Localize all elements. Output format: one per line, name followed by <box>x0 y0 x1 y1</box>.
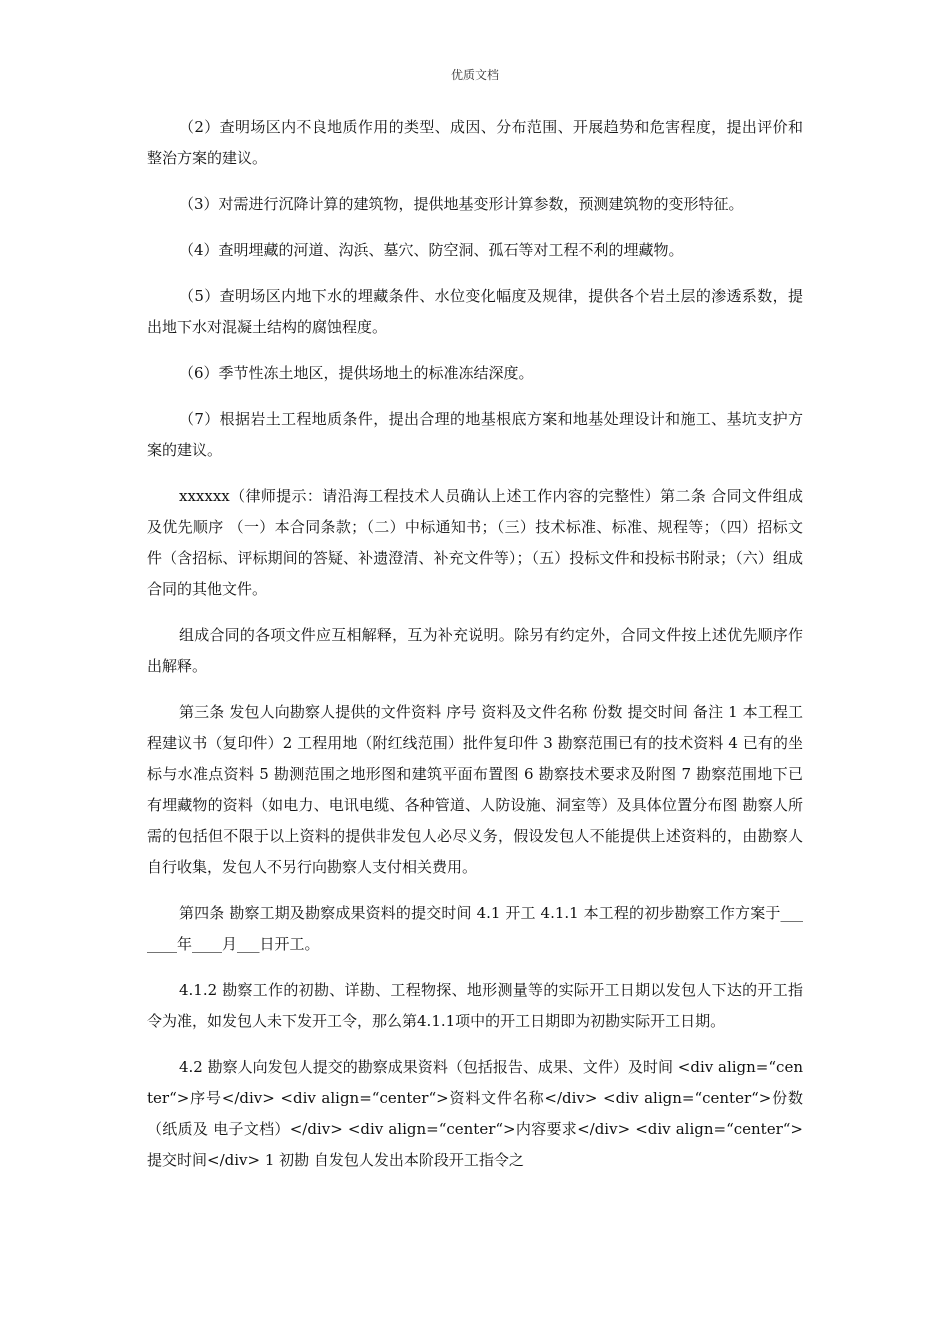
paragraph: 组成合同的各项文件应互相解释，互为补充说明。除另有约定外，合同文件按上述优先顺序作出解释。 <box>147 626 803 675</box>
paragraph: 第三条 发包人向勘察人提供的文件资料 序号 资料及文件名称 份数 提交时间 备注 1 本工程工程建议书（复印件）2 工程用地（附红线范围）批件复印件 3 勘察范围已有的技术资料 4 已有的坐标与水准点资料 5 勘测范围之地形图和建筑平面布置图 6 勘察技术要求及附图 7 勘察范围地下已有埋藏物的资料（如电力、电讯电缆、各种管道、人防设施、洞室等）及具体位置分布图 勘察人所需的包括但不限于以上资料的提供非发包人必尽义务，假设发包人不能提供上述资料的，由勘察人自行收集，发包人不另行向勘察人支付相关费用。 <box>147 703 803 876</box>
page-header: 优质文档 <box>450 68 499 82</box>
paragraph: （4）查明埋藏的河道、沟浜、墓穴、防空洞、孤石等对工程不利的埋藏物。 <box>179 241 684 259</box>
paragraph: 4.2 勘察人向发包人提交的勘察成果资料（包括报告、成果、文件）及时间 <div align=“center“>序号</div> <div align=“center“>资料文件名称</div> <div align=“center“>份数（纸质及 电子文档）</div> <div align=“center“>内容要求</div> <div align=“center“>提交时间</div> 1 初勘 自发包人发出本阶段开工指令之 <box>147 1058 803 1169</box>
paragraph: 4.1.2 勘察工作的初勘、详勘、工程物探、地形测量等的实际开工日期以发包人下达的开工指令为准，如发包人未下发开工令，那么第4.1.1项中的开工日期即为初勘实际开工日期。 <box>147 981 803 1030</box>
paragraph: （5）查明场区内地下水的埋藏条件、水位变化幅度及规律，提供各个岩土层的渗透系数，提出地下水对混凝土结构的腐蚀程度。 <box>147 287 803 336</box>
paragraph: xxxxxx（律师提示：请沿海工程技术人员确认上述工作内容的完整性）第二条 合同文件组成及优先顺序 （一）本合同条款；（二）中标通知书；（三）技术标准、标准、规程等；（四）招标文件（含招标、评标期间的答疑、补遗澄清、补充文件等）；（五）投标文件和投标书附录；（六）组成合同的其他文件。 <box>147 487 803 598</box>
paragraph: （6）季节性冻土地区，提供场地土的标准冻结深度。 <box>179 364 534 382</box>
paragraph: （2）查明场区内不良地质作用的类型、成因、分布范围、开展趋势和危害程度，提出评价和整治方案的建议。 <box>147 118 803 167</box>
paragraph: （7）根据岩土工程地质条件，提出合理的地基根底方案和地基处理设计和施工、基坑支护方案的建议。 <box>147 410 803 459</box>
document-body <box>147 112 803 1191</box>
paragraph: （3）对需进行沉降计算的建筑物，提供地基变形计算参数，预测建筑物的变形特征。 <box>179 195 744 213</box>
paragraph: 第四条 勘察工期及勘察成果资料的提交时间 4.1 开工 4.1.1 本工程的初步勘察工作方案于_______年____月___日开工。 <box>147 904 803 953</box>
